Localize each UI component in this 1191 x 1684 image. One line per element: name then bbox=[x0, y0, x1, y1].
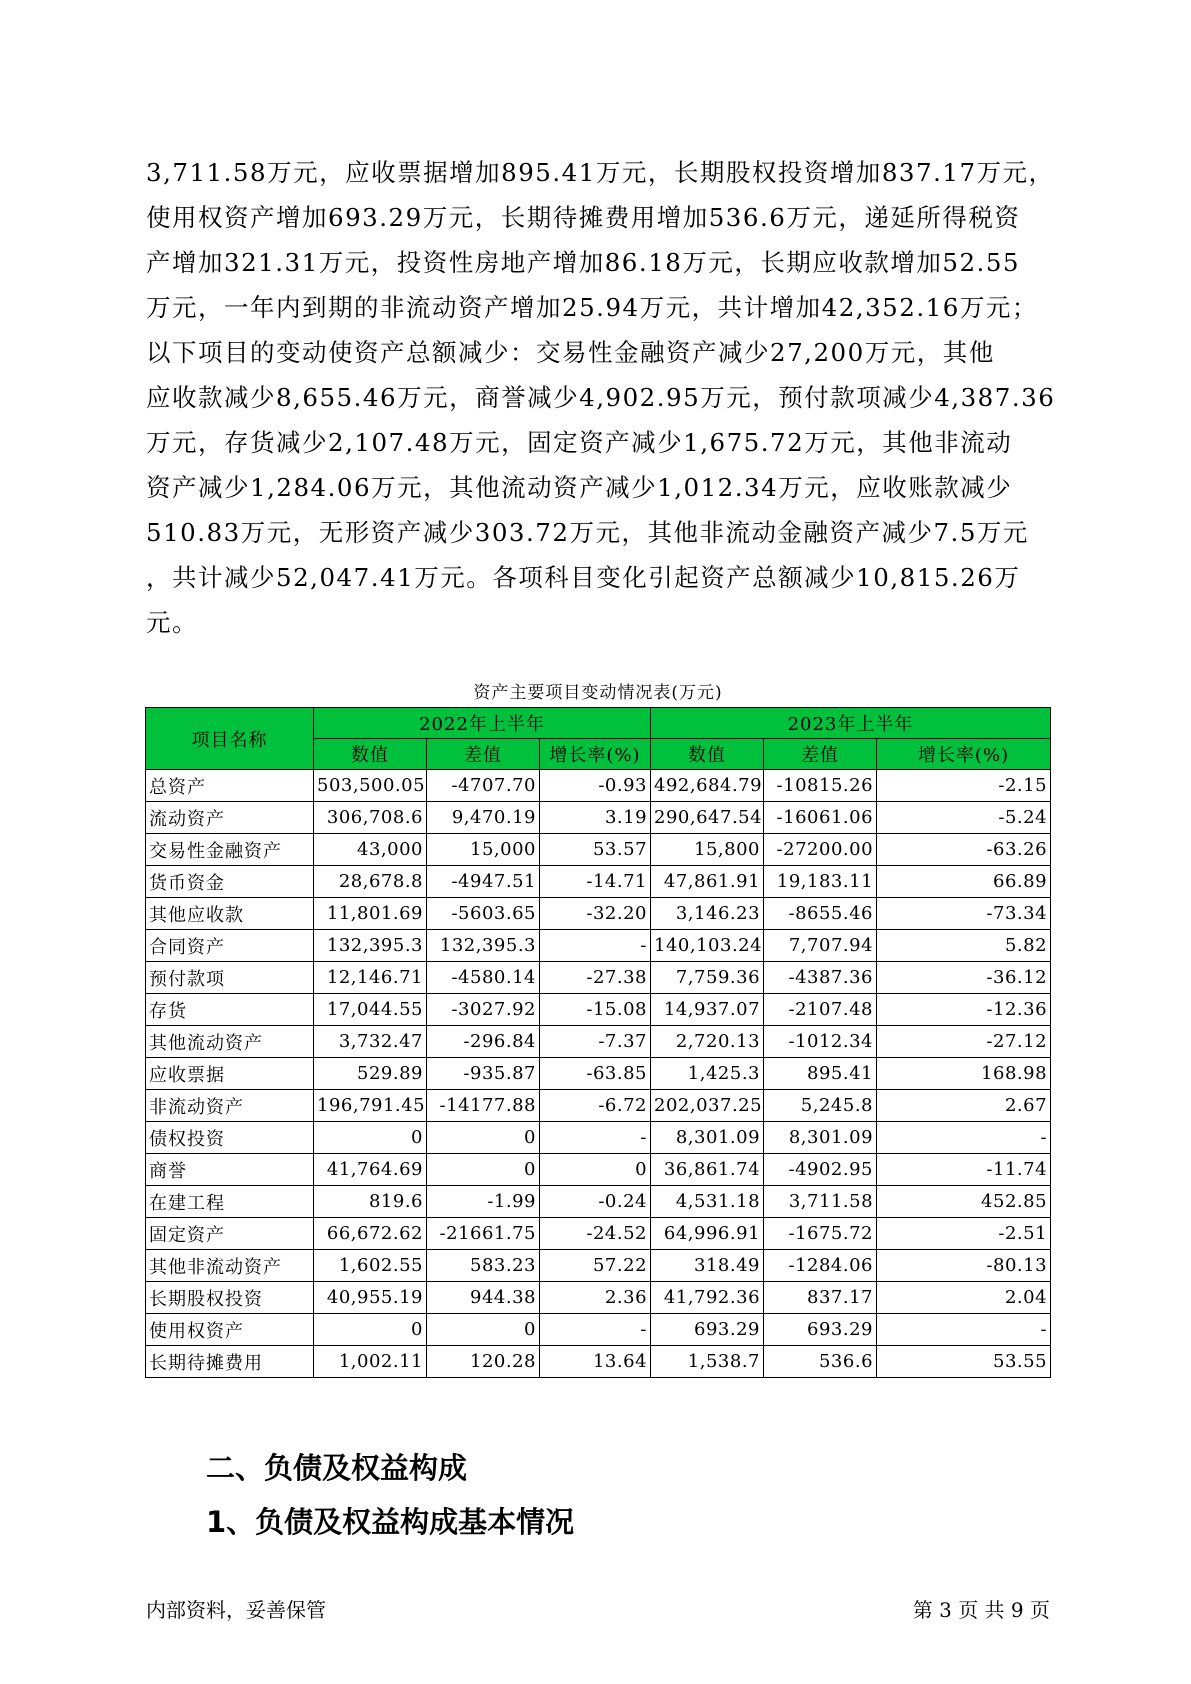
cell-diff-2022: 9,470.19 bbox=[427, 802, 540, 834]
cell-rate-2022: -63.85 bbox=[540, 1058, 651, 1090]
cell-diff-2023: 3,711.58 bbox=[764, 1186, 877, 1218]
cell-value-2023: 3,146.23 bbox=[651, 898, 764, 930]
cell-item-name: 货币资金 bbox=[146, 866, 314, 898]
cell-value-2022: 12,146.71 bbox=[314, 962, 427, 994]
cell-rate-2023: 168.98 bbox=[877, 1058, 1051, 1090]
cell-rate-2022: -24.52 bbox=[540, 1218, 651, 1250]
cell-value-2022: 132,395.3 bbox=[314, 930, 427, 962]
cell-diff-2022: 120.28 bbox=[427, 1346, 540, 1378]
cell-value-2022: 196,791.45 bbox=[314, 1090, 427, 1122]
header-period-2022: 2022年上半年 bbox=[314, 708, 651, 739]
header-rate-2022: 增长率(%) bbox=[540, 739, 651, 770]
cell-rate-2022: 57.22 bbox=[540, 1250, 651, 1282]
cell-rate-2022: -0.93 bbox=[540, 770, 651, 802]
cell-value-2022: 1,602.55 bbox=[314, 1250, 427, 1282]
table-row bbox=[146, 1346, 1051, 1378]
cell-value-2022: 503,500.05 bbox=[314, 770, 427, 802]
paragraph-line: 万元，一年内到期的非流动资产增加25.94万元，共计增加42,352.16万元； bbox=[146, 293, 1038, 322]
cell-diff-2023: -27200.00 bbox=[764, 834, 877, 866]
cell-item-name: 使用权资产 bbox=[146, 1314, 314, 1346]
table-row bbox=[146, 898, 1051, 930]
cell-value-2023: 36,861.74 bbox=[651, 1154, 764, 1186]
cell-value-2023: 41,792.36 bbox=[651, 1282, 764, 1314]
cell-diff-2022: -4707.70 bbox=[427, 770, 540, 802]
header-rate-2023: 增长率(%) bbox=[877, 739, 1051, 770]
cell-value-2022: 43,000 bbox=[314, 834, 427, 866]
paragraph-line: 3,711.58万元，应收票据增加895.41万元，长期股权投资增加837.17万元， bbox=[146, 158, 1055, 187]
cell-item-name: 商誉 bbox=[146, 1154, 314, 1186]
cell-item-name: 长期股权投资 bbox=[146, 1282, 314, 1314]
cell-rate-2022: -32.20 bbox=[540, 898, 651, 930]
cell-value-2023: 492,684.79 bbox=[651, 770, 764, 802]
cell-rate-2022: - bbox=[540, 1314, 651, 1346]
cell-diff-2023: -1675.72 bbox=[764, 1218, 877, 1250]
cell-diff-2022: -4947.51 bbox=[427, 866, 540, 898]
cell-diff-2022: -1.99 bbox=[427, 1186, 540, 1218]
cell-diff-2023: 536.6 bbox=[764, 1346, 877, 1378]
cell-value-2022: 17,044.55 bbox=[314, 994, 427, 1026]
cell-diff-2023: -4902.95 bbox=[764, 1154, 877, 1186]
asset-change-table bbox=[145, 707, 1051, 1378]
cell-diff-2023: 693.29 bbox=[764, 1314, 877, 1346]
footer-page-number: 第 3 页 共 9 页 bbox=[912, 1598, 1050, 1622]
cell-diff-2022: -5603.65 bbox=[427, 898, 540, 930]
cell-rate-2022: - bbox=[540, 1122, 651, 1154]
cell-rate-2022: 2.36 bbox=[540, 1282, 651, 1314]
cell-value-2023: 693.29 bbox=[651, 1314, 764, 1346]
cell-diff-2022: -4580.14 bbox=[427, 962, 540, 994]
header-value-2022: 数值 bbox=[314, 739, 427, 770]
cell-diff-2022: 132,395.3 bbox=[427, 930, 540, 962]
table-row bbox=[146, 1122, 1051, 1154]
cell-value-2023: 15,800 bbox=[651, 834, 764, 866]
table-row bbox=[146, 866, 1051, 898]
cell-item-name: 债权投资 bbox=[146, 1122, 314, 1154]
cell-diff-2022: 0 bbox=[427, 1154, 540, 1186]
cell-rate-2023: 452.85 bbox=[877, 1186, 1051, 1218]
cell-value-2022: 529.89 bbox=[314, 1058, 427, 1090]
paragraph-line: 产增加321.31万元，投资性房地产增加86.18万元，长期应收款增加52.55 bbox=[146, 248, 1021, 277]
cell-rate-2023: -2.15 bbox=[877, 770, 1051, 802]
cell-rate-2023: - bbox=[877, 1314, 1051, 1346]
cell-item-name: 预付款项 bbox=[146, 962, 314, 994]
paragraph-line: 以下项目的变动使资产总额减少：交易性金融资产减少27,200万元，其他 bbox=[146, 338, 995, 367]
cell-value-2023: 8,301.09 bbox=[651, 1122, 764, 1154]
subsection-heading: 1、负债及权益构成基本情况 bbox=[206, 1505, 575, 1539]
cell-item-name: 应收票据 bbox=[146, 1058, 314, 1090]
cell-diff-2022: 0 bbox=[427, 1314, 540, 1346]
cell-rate-2023: -11.74 bbox=[877, 1154, 1051, 1186]
cell-item-name: 其他流动资产 bbox=[146, 1026, 314, 1058]
table-row bbox=[146, 1250, 1051, 1282]
cell-diff-2022: -3027.92 bbox=[427, 994, 540, 1026]
footer-confidential-note: 内部资料，妥善保管 bbox=[146, 1598, 326, 1622]
cell-diff-2022: 15,000 bbox=[427, 834, 540, 866]
cell-value-2022: 41,764.69 bbox=[314, 1154, 427, 1186]
table-header-row-periods bbox=[146, 708, 1051, 739]
cell-value-2023: 202,037.25 bbox=[651, 1090, 764, 1122]
table-row bbox=[146, 994, 1051, 1026]
cell-item-name: 总资产 bbox=[146, 770, 314, 802]
cell-value-2022: 11,801.69 bbox=[314, 898, 427, 930]
cell-diff-2023: -16061.06 bbox=[764, 802, 877, 834]
cell-value-2022: 306,708.6 bbox=[314, 802, 427, 834]
table-row bbox=[146, 962, 1051, 994]
header-item-name: 项目名称 bbox=[146, 708, 314, 770]
cell-value-2023: 14,937.07 bbox=[651, 994, 764, 1026]
cell-value-2022: 0 bbox=[314, 1314, 427, 1346]
cell-rate-2022: -7.37 bbox=[540, 1026, 651, 1058]
cell-rate-2023: - bbox=[877, 1122, 1051, 1154]
cell-rate-2023: -63.26 bbox=[877, 834, 1051, 866]
header-diff-2023: 差值 bbox=[764, 739, 877, 770]
table-row bbox=[146, 1186, 1051, 1218]
cell-rate-2022: -0.24 bbox=[540, 1186, 651, 1218]
cell-diff-2023: 895.41 bbox=[764, 1058, 877, 1090]
cell-rate-2022: - bbox=[540, 930, 651, 962]
cell-rate-2023: -12.36 bbox=[877, 994, 1051, 1026]
paragraph-line: 使用权资产增加693.29万元，长期待摊费用增加536.6万元，递延所得税资 bbox=[146, 203, 1021, 232]
cell-rate-2023: -5.24 bbox=[877, 802, 1051, 834]
cell-value-2022: 819.6 bbox=[314, 1186, 427, 1218]
cell-diff-2022: 944.38 bbox=[427, 1282, 540, 1314]
cell-value-2022: 1,002.11 bbox=[314, 1346, 427, 1378]
cell-rate-2022: 53.57 bbox=[540, 834, 651, 866]
paragraph-line: 万元，存货减少2,107.48万元，固定资产减少1,675.72万元，其他非流动 bbox=[146, 428, 1013, 457]
table-row bbox=[146, 1090, 1051, 1122]
cell-diff-2023: -8655.46 bbox=[764, 898, 877, 930]
cell-diff-2023: -1284.06 bbox=[764, 1250, 877, 1282]
cell-rate-2022: 0 bbox=[540, 1154, 651, 1186]
cell-diff-2023: 5,245.8 bbox=[764, 1090, 877, 1122]
cell-diff-2023: 8,301.09 bbox=[764, 1122, 877, 1154]
table-row bbox=[146, 1218, 1051, 1250]
cell-value-2022: 3,732.47 bbox=[314, 1026, 427, 1058]
cell-rate-2022: -6.72 bbox=[540, 1090, 651, 1122]
cell-value-2023: 2,720.13 bbox=[651, 1026, 764, 1058]
paragraph-line: 应收款减少8,655.46万元，商誉减少4,902.95万元，预付款项减少4,387.36 bbox=[146, 383, 1056, 412]
cell-item-name: 其他应收款 bbox=[146, 898, 314, 930]
cell-value-2023: 4,531.18 bbox=[651, 1186, 764, 1218]
cell-rate-2023: -80.13 bbox=[877, 1250, 1051, 1282]
cell-diff-2022: -21661.75 bbox=[427, 1218, 540, 1250]
cell-rate-2022: 3.19 bbox=[540, 802, 651, 834]
cell-diff-2023: -4387.36 bbox=[764, 962, 877, 994]
cell-item-name: 长期待摊费用 bbox=[146, 1346, 314, 1378]
cell-diff-2022: -296.84 bbox=[427, 1026, 540, 1058]
cell-diff-2023: -1012.34 bbox=[764, 1026, 877, 1058]
cell-value-2022: 0 bbox=[314, 1122, 427, 1154]
cell-rate-2022: -27.38 bbox=[540, 962, 651, 994]
cell-value-2022: 40,955.19 bbox=[314, 1282, 427, 1314]
cell-value-2023: 1,538.7 bbox=[651, 1346, 764, 1378]
cell-diff-2022: -935.87 bbox=[427, 1058, 540, 1090]
cell-diff-2022: 583.23 bbox=[427, 1250, 540, 1282]
cell-item-name: 流动资产 bbox=[146, 802, 314, 834]
table-row bbox=[146, 1026, 1051, 1058]
header-diff-2022: 差值 bbox=[427, 739, 540, 770]
table-row bbox=[146, 834, 1051, 866]
table-row bbox=[146, 1314, 1051, 1346]
table-row bbox=[146, 770, 1051, 802]
cell-rate-2023: 2.04 bbox=[877, 1282, 1051, 1314]
cell-value-2022: 66,672.62 bbox=[314, 1218, 427, 1250]
cell-value-2023: 318.49 bbox=[651, 1250, 764, 1282]
table-row bbox=[146, 1282, 1051, 1314]
header-value-2023: 数值 bbox=[651, 739, 764, 770]
paragraph-line: 元。 bbox=[146, 608, 198, 637]
cell-value-2023: 290,647.54 bbox=[651, 802, 764, 834]
paragraph-line: 510.83万元，无形资产减少303.72万元，其他非流动金融资产减少7.5万元 bbox=[146, 518, 1029, 547]
cell-rate-2023: 2.67 bbox=[877, 1090, 1051, 1122]
cell-item-name: 非流动资产 bbox=[146, 1090, 314, 1122]
cell-diff-2023: -10815.26 bbox=[764, 770, 877, 802]
cell-diff-2022: 0 bbox=[427, 1122, 540, 1154]
table-caption: 资产主要项目变动情况表(万元) bbox=[473, 683, 723, 703]
header-period-2023: 2023年上半年 bbox=[651, 708, 1051, 739]
cell-rate-2023: -73.34 bbox=[877, 898, 1051, 930]
paragraph-line: ，共计减少52,047.41万元。各项科目变化引起资产总额减少10,815.26万 bbox=[146, 563, 1021, 592]
cell-item-name: 在建工程 bbox=[146, 1186, 314, 1218]
section-heading: 二、负债及权益构成 bbox=[206, 1451, 468, 1485]
cell-rate-2023: 53.55 bbox=[877, 1346, 1051, 1378]
cell-value-2023: 47,861.91 bbox=[651, 866, 764, 898]
cell-rate-2023: 5.82 bbox=[877, 930, 1051, 962]
table-row bbox=[146, 1154, 1051, 1186]
cell-value-2022: 28,678.8 bbox=[314, 866, 427, 898]
cell-rate-2023: -2.51 bbox=[877, 1218, 1051, 1250]
cell-diff-2023: -2107.48 bbox=[764, 994, 877, 1026]
cell-rate-2022: -15.08 bbox=[540, 994, 651, 1026]
cell-item-name: 合同资产 bbox=[146, 930, 314, 962]
cell-item-name: 固定资产 bbox=[146, 1218, 314, 1250]
cell-rate-2023: 66.89 bbox=[877, 866, 1051, 898]
paragraph-line: 资产减少1,284.06万元，其他流动资产减少1,012.34万元，应收账款减少 bbox=[146, 473, 1013, 502]
cell-rate-2023: -36.12 bbox=[877, 962, 1051, 994]
cell-rate-2023: -27.12 bbox=[877, 1026, 1051, 1058]
cell-diff-2023: 7,707.94 bbox=[764, 930, 877, 962]
cell-value-2023: 7,759.36 bbox=[651, 962, 764, 994]
cell-item-name: 其他非流动资产 bbox=[146, 1250, 314, 1282]
cell-diff-2023: 19,183.11 bbox=[764, 866, 877, 898]
table-row bbox=[146, 930, 1051, 962]
table-row bbox=[146, 802, 1051, 834]
cell-value-2023: 140,103.24 bbox=[651, 930, 764, 962]
cell-item-name: 交易性金融资产 bbox=[146, 834, 314, 866]
cell-diff-2022: -14177.88 bbox=[427, 1090, 540, 1122]
cell-diff-2023: 837.17 bbox=[764, 1282, 877, 1314]
cell-item-name: 存货 bbox=[146, 994, 314, 1026]
table-row bbox=[146, 1058, 1051, 1090]
cell-rate-2022: -14.71 bbox=[540, 866, 651, 898]
cell-rate-2022: 13.64 bbox=[540, 1346, 651, 1378]
cell-value-2023: 64,996.91 bbox=[651, 1218, 764, 1250]
cell-value-2023: 1,425.3 bbox=[651, 1058, 764, 1090]
body-paragraph bbox=[146, 150, 1056, 645]
